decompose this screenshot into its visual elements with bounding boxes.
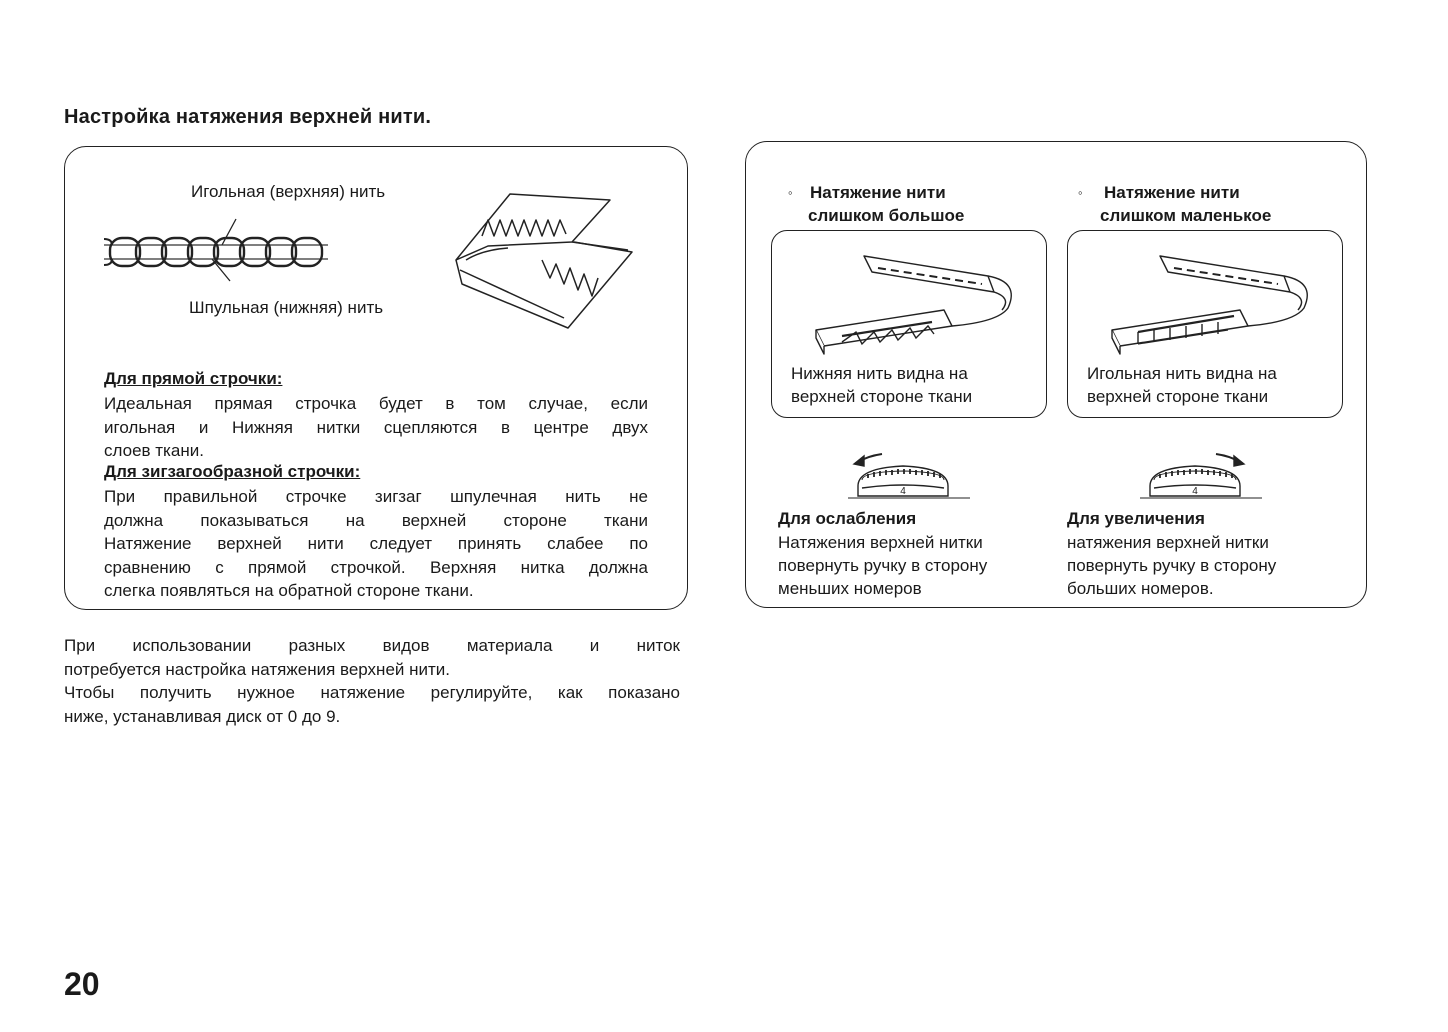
decrease-line-1: Натяжения верхней нитки: [778, 533, 983, 552]
zigzag-line-3: Натяжение верхней нити следует принять слабее по: [104, 534, 648, 553]
too-high-fabric-illustration: [812, 246, 1032, 364]
too-high-caption: [791, 362, 972, 408]
too-high-caption-line-1: Нижняя нить видна на: [791, 364, 968, 383]
decrease-line-2: повернуть ручку в сторону: [778, 556, 988, 575]
too-low-caption: [1087, 362, 1277, 408]
page-number: 20: [64, 966, 100, 1002]
increase-line-1: натяжения верхней нитки: [1067, 533, 1269, 552]
straight-line-2: игольная и Нижняя нитки сцепляются в центре двух: [104, 417, 648, 437]
bottom-instructions: [64, 634, 680, 728]
tension-dial-increase-icon: [1120, 446, 1270, 508]
decrease-instructions: [778, 531, 987, 600]
decrease-heading: Для ослабления: [778, 509, 917, 528]
zigzag-stitch-heading: Для зигзагообразной строчки:: [104, 462, 361, 481]
bullet-icon: ◦: [1078, 185, 1083, 200]
zigzag-fabric-illustration: [452, 190, 638, 336]
stitch-chain-illustration: [104, 215, 334, 285]
page-title: Настройка натяжения верхней нити.: [64, 106, 432, 128]
zigzag-line-5: слегка появляться на обратной стороне ткани.: [104, 581, 474, 600]
increase-instructions: [1067, 531, 1276, 600]
zigzag-line-4: сравнению с прямой строчкой. Верхняя нитка должна: [104, 557, 648, 577]
zigzag-line-2: должна показываться на верхней стороне ткани: [104, 510, 648, 530]
increase-heading: Для увеличения: [1067, 509, 1205, 528]
tension-too-low-heading: [1078, 181, 1271, 227]
dial-number-left: 4: [900, 486, 906, 497]
tension-dial-decrease-icon: [828, 446, 978, 508]
bobbin-thread-label: Шпульная (нижняя) нить: [189, 298, 384, 317]
too-low-caption-line-1: Игольная нить видна на: [1087, 364, 1277, 383]
bottom-line-3: Чтобы получить нужное натяжение регулируйте, как показано: [64, 683, 680, 702]
too-high-caption-line-2: верхней стороне ткани: [791, 387, 973, 406]
too-high-heading-line-1: Натяжение нити: [810, 183, 946, 202]
bottom-line-1: При использовании разных видов материала и ниток: [64, 636, 680, 655]
straight-line-1: Идеальная прямая строчка будет в том случае, если: [104, 394, 648, 413]
decrease-line-3: меньших номеров: [778, 579, 922, 598]
increase-line-3: больших номеров.: [1067, 579, 1214, 598]
too-low-fabric-illustration: [1108, 246, 1328, 364]
increase-line-2: повернуть ручку в сторону: [1067, 556, 1277, 575]
bottom-line-2: потребуется настройка натяжения верхней нити.: [64, 659, 451, 679]
bottom-line-4: ниже, устанавливая диск от 0 до 9.: [64, 706, 341, 726]
bullet-icon: ◦: [788, 185, 793, 200]
too-low-heading-line-2: слишком маленькое: [1100, 206, 1272, 225]
too-low-heading-line-1: Натяжение нити: [1104, 183, 1240, 202]
zigzag-stitch-text: [104, 485, 648, 603]
dial-number-right: 4: [1192, 486, 1198, 497]
needle-thread-label: Игольная (верхняя) нить: [191, 182, 386, 201]
tension-too-high-heading: [788, 181, 964, 227]
straight-stitch-text: [104, 392, 648, 463]
straight-line-3: слоев ткани.: [104, 441, 204, 460]
too-high-heading-line-2: слишком большое: [808, 206, 965, 225]
zigzag-line-1: При правильной строчке зигзаг шпулечная нить не: [104, 487, 648, 506]
too-low-caption-line-2: верхней стороне ткани: [1087, 387, 1269, 406]
straight-stitch-heading: Для прямой строчки:: [104, 369, 283, 388]
